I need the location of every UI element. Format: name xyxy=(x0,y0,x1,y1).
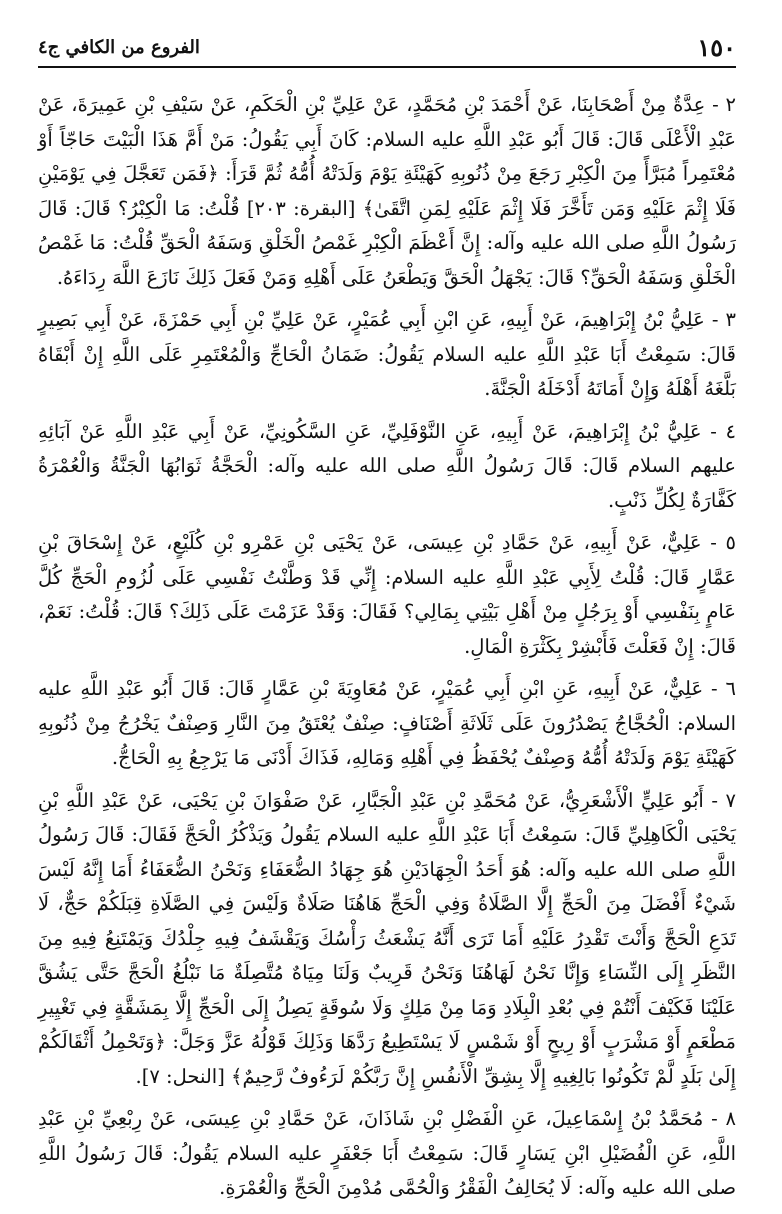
hadith-8 xyxy=(38,1102,736,1206)
page-number: ١٥٠ xyxy=(697,32,736,62)
hadith-6 xyxy=(38,672,736,776)
hadith-text: ٢ - عِدَّةٌ مِنْ أَصْحَابِنَا، عَنْ أَحْمَدَ بْنِ مُحَمَّدٍ، عَنْ عَلِيِّ بْنِ الْحَكَمِ، عَنْ سَيْفِ بْنِ عَمِيرَةَ، عَنْ عَبْدِ الْأَعْلَى قَالَ: قَالَ أَبُو عَبْدِ اللَّهِ عليه السلام: كَانَ أَبِي يَقُولُ: مَنْ أَمَّ هَذَا الْبَيْتَ حَاجّاً أَوْ مُعْتَمِراً مُبَرَّأً مِنَ الْكِبْرِ رَجَعَ مِنْ ذُنُوبِهِ كَهَيْئَةِ يَوْمَ وَلَدَتْهُ أُمُّهُ ثُمَّ قَرَأَ: ﴿فَمَن تَعَجَّلَ فِي يَوْمَيْنِ فَلَا إِثْمَ عَلَيْهِ وَمَن تَأَخَّرَ فَلَا إِثْمَ عَلَيْهِ لِمَنِ اتَّقَىٰ﴾ [البقرة: ٢٠٣] قُلْتُ: مَا الْكِبْرُ؟ قَالَ: قَالَ رَسُولُ اللَّهِ صلى الله عليه وآله: إِنَّ أَعْظَمَ الْكِبْرِ غَمْصُ الْخَلْقِ وَسَفَهُ الْحَقِّ قُلْتُ: مَا غَمْصُ الْخَلْقِ وَسَفَهُ الْحَقِّ؟ قَالَ: يَجْهَلُ الْحَقَّ وَيَطْعَنُ عَلَى أَهْلِهِ وَمَنْ فَعَلَ ذَلِكَ نَازَعَ اللَّهَ رِدَاءَهُ. xyxy=(38,93,736,289)
hadith-text: ٦ - عَلِيٌّ، عَنْ أَبِيهِ، عَنِ ابْنِ أَبِي عُمَيْرٍ، عَنْ مُعَاوِيَةَ بْنِ عَمَّارٍ قَالَ: قَالَ أَبُو عَبْدِ اللَّهِ عليه السلام: الْحُجَّاجُ يَصْدُرُونَ عَلَى ثَلَاثَةِ أَصْنَافٍ: صِنْفٌ يُعْتَقُ مِنَ النَّارِ وَصِنْفٌ يَخْرُجُ مِنْ ذُنُوبِهِ كَهَيْئَةِ يَوْمَ وَلَدَتْهُ أُمُّهُ وَصِنْفٌ يُحْفَظُ فِي أَهْلِهِ وَمَالِهِ، فَذَاكَ أَدْنَى مَا يَرْجِعُ بِهِ الْحَاجُّ. xyxy=(38,677,736,769)
page-header xyxy=(38,30,736,64)
hadith-text: ٤ - عَلِيُّ بْنُ إِبْرَاهِيمَ، عَنْ أَبِيهِ، عَنِ النَّوْفَلِيِّ، عَنِ السَّكُونِيِّ، عَنْ أَبِي عَبْدِ اللَّهِ عَنْ آبَائِهِ عليهم السلام قَالَ: قَالَ رَسُولُ اللَّهِ صلى الله عليه وآله: الْحَجَّةُ ثَوَابُهَا الْجَنَّةُ وَالْعُمْرَةُ كَفَّارَةٌ لِكُلِّ ذَنْبٍ. xyxy=(38,419,736,512)
hadith-7 xyxy=(38,784,736,1095)
page-content xyxy=(38,88,736,1214)
hadith-3 xyxy=(38,303,736,407)
hadith-5 xyxy=(38,526,736,664)
hadith-text: ٧ - أَبُو عَلِيٍّ الْأَشْعَرِيُّ، عَنْ مُحَمَّدِ بْنِ عَبْدِ الْجَبَّارِ، عَنْ صَفْوَانَ بْنِ يَحْيَى، عَنْ عَبْدِ اللَّهِ بْنِ يَحْيَى الْكَاهِلِيِّ قَالَ: سَمِعْتُ أَبَا عَبْدِ اللَّهِ عليه السلام يَقُولُ وَيَذْكُرُ الْحَجَّ فَقَالَ: قَالَ رَسُولُ اللَّهِ صلى الله عليه وآله: هُوَ أَحَدُ الْجِهَادَيْنِ هُوَ جِهَادُ الضُّعَفَاءِ وَنَحْنُ الضُّعَفَاءُ أَمَا إِنَّهُ لَيْسَ شَيْءٌ أَفْضَلَ مِنَ الْحَجِّ إِلَّا الصَّلَاةُ وَفِي الْحَجِّ هَاهُنَا صَلَاةٌ وَلَيْسَ فِي الصَّلَاةِ قِبَلَكُمْ حَجٌّ، لَا تَدَعِ الْحَجَّ وَأَنْتَ تَقْدِرُ عَلَيْهِ أَمَا تَرَى أَنَّهُ يَشْعَثُ رَأْسُكَ وَيَقْشَفُ فِيهِ جِلْدُكَ وَيَمْتَنِعُ فِيهِ مِنَ النَّظَرِ إِلَى النِّسَاءِ وَإِنَّا نَحْنُ لَهَاهُنَا وَنَحْنُ قَرِيبٌ وَلَنَا مِيَاهٌ مُتَّصِلَةٌ مَا نَبْلُغُ الْحَجَّ حَتَّى يَشُقَّ عَلَيْنَا فَكَيْفَ أَنْتُمْ فِي بُعْدِ الْبِلَادِ وَمَا مِنْ مَلِكٍ وَلَا سُوقَةٍ يَصِلُ إِلَى الْحَجِّ إِلَّا بِمَشَقَّةٍ فِي تَغْيِيرِ مَطْعَمٍ أَوْ مَشْرَبٍ أَوْ رِيحٍ أَوْ شَمْسٍ لَا يَسْتَطِيعُ رَدَّهَا وَذَلِكَ قَوْلُهُ عَزَّ وَجَلَّ: ﴿وَتَحْمِلُ أَثْقَالَكُمْ إِلَىٰ بَلَدٍ لَّمْ تَكُونُوا بَالِغِيهِ إِلَّا بِشِقِّ الْأَنفُسِ إِنَّ رَبَّكُمْ لَرَءُوفٌ رَّحِيمٌ﴾ [النحل: ٧]. xyxy=(38,788,736,1088)
hadith-4 xyxy=(38,415,736,519)
hadith-text: ٣ - عَلِيُّ بْنُ إِبْرَاهِيمَ، عَنْ أَبِيهِ، عَنِ ابْنِ أَبِي عُمَيْرٍ، عَنْ عَلِيِّ بْنِ أَبِي حَمْزَةَ، عَنْ أَبِي بَصِيرٍ قَالَ: سَمِعْتُ أَبَا عَبْدِ اللَّهِ عليه السلام يَقُولُ: ضَمَانُ الْحَاجِّ وَالْمُعْتَمِرِ عَلَى اللَّهِ إِنْ أَبْقَاهُ بَلَّغَهُ أَهْلَهُ وَإِنْ أَمَاتَهُ أَدْخَلَهُ الْجَنَّةَ. xyxy=(38,308,736,400)
hadith-text: ٥ - عَلِيٌّ، عَنْ أَبِيهِ، عَنْ حَمَّادِ بْنِ عِيسَى، عَنْ يَحْيَى بْنِ عَمْرِو بْنِ كُلَيْعٍ، عَنْ إِسْحَاقَ بْنِ عَمَّارٍ قَالَ: قُلْتُ لِأَبِي عَبْدِ اللَّهِ عليه السلام: إِنِّي قَدْ وَطَّنْتُ نَفْسِي عَلَى لُزُومِ الْحَجِّ كُلَّ عَامٍ بِنَفْسِي أَوْ بِرَجُلٍ مِنْ أَهْلِ بَيْتِي بِمَالِي؟ فَقَالَ: وَقَدْ عَزَمْتَ عَلَى ذَلِكَ؟ قَالَ: قُلْتُ: نَعَمْ، قَالَ: إِنْ فَعَلْتَ فَأَبْشِرْ بِكَثْرَةِ الْمَالِ. xyxy=(38,531,736,658)
hadith-text: ٨ - مُحَمَّدُ بْنُ إِسْمَاعِيلَ، عَنِ الْفَضْلِ بْنِ شَاذَانَ، عَنْ حَمَّادِ بْنِ عِيسَى، عَنْ رِبْعِيِّ بْنِ عَبْدِ اللَّهِ، عَنِ الْفُضَيْلِ ابْنِ يَسَارٍ قَالَ: سَمِعْتُ أَبَا جَعْفَرٍ عليه السلام يَقُولُ: قَالَ رَسُولُ اللَّهِ صلى الله عليه وآله: لَا يُحَالِفُ الْفَقْرُ وَالْحُمَّى مُدْمِنَ الْحَجِّ وَالْعُمْرَةِ. xyxy=(38,1107,736,1199)
header-rule xyxy=(38,66,736,68)
running-title: الفروع من الكافي ج٤ xyxy=(38,36,200,58)
hadith-2 xyxy=(38,88,736,295)
